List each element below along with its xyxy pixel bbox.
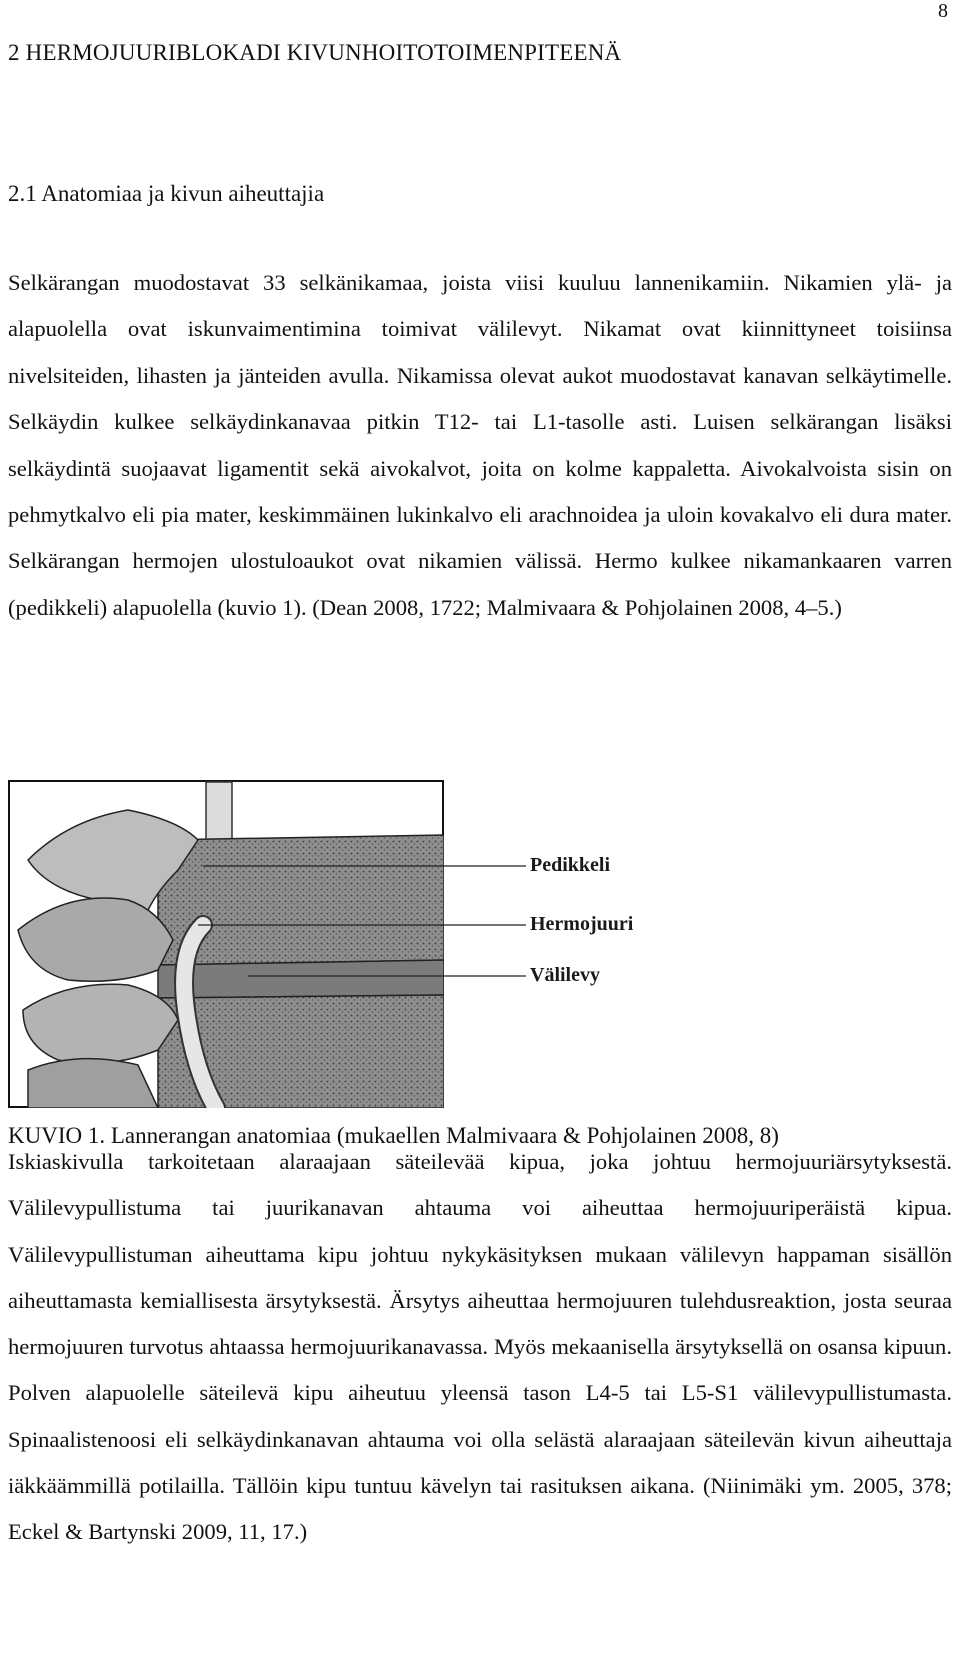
body-paragraph-sciatica: Iskiaskivulla tarkoitetaan alaraajaan säteilevää kipua, joka johtuu hermojuuriärsytyksestä. Välilevypullistuma tai juurikanavan ahtauma voi aiheuttaa hermojuuriperäistä kipua. Välilevypullistuman aiheuttama kipu johtuu nykykäsityksen mukaan välilevyn happaman sisällön aiheuttamasta kemiallisesta ärsytyksestä. Ärsytys aiheuttaa hermojuuren tulehdusreaktion, josta seuraa hermojuuren turvotus ahtaassa hermojuurikanavassa. Myös mekaanisella ärsytyksellä on osansa kipuun. Polven alapuolelle säteilevä kipu aiheutuu yleensä tason L4-5 tai L5-S1 välilevypullistumasta. Spinaalistenoosi eli selkäydinkanavan ahtauma voi olla selästä alaraajaan säteilevän kivun aiheuttaja iäkkäämmillä potilailla. Tällöin kipu tuntuu kävelyn tai rasituksen aikana. (Niinimäki ym. 2005, 378; Eckel & Bartynski 2009, 11, 17.) — [8, 1149, 952, 1545]
spine-anatomy-figure — [8, 780, 444, 1108]
chapter-title: 2 HERMOJUURIBLOKADI KIVUNHOITOTOIMENPITEENÄ — [8, 40, 622, 65]
spine-illustration — [8, 780, 444, 1108]
label-pedikkeli: Pedikkeli — [530, 854, 611, 876]
body-paragraph-anatomy: Selkärangan muodostavat 33 selkänikamaa, joista viisi kuuluu lannenikamiin. Nikamien ylä- ja alapuolella ovat iskunvaimentimina toimivat välilevyt. Nikamat ovat kiinnittyneet toisiinsa nivelsiteiden, lihasten ja jänteiden avulla. Nikamissa olevat aukot muodostavat kanavan selkäytimelle. Selkäydin kulkee selkäydinkanavaa pitkin T12- tai L1-tasolle asti. Luisen selkärangan lisäksi selkäydintä suojaavat ligamentit sekä aivokalvot, joita on kolme kappaletta. Aivokalvoista sisin on pehmytkalvo eli pia mater, keskimmäinen lukinkalvo eli arachnoidea ja uloin kovakalvo eli dura mater. Selkärangan hermojen ulostuloaukot ovat nikamien välissä. Hermo kulkee nikamankaaren varren (pedikkeli) alapuolella (kuvio 1). (Dean 2008, 1722; Malmivaara & Pohjolainen 2008, 4–5.) — [8, 270, 952, 620]
label-leader-lines — [444, 780, 534, 1108]
page-number: 8 — [938, 0, 948, 22]
figure-caption: KUVIO 1. Lannerangan anatomiaa (mukaellen Malmivaara & Pohjolainen 2008, 8) — [8, 1123, 779, 1148]
label-hermojuuri: Hermojuuri — [530, 913, 634, 935]
section-title: 2.1 Anatomiaa ja kivun aiheuttajia — [8, 181, 325, 206]
label-valilevy: Välilevy — [530, 964, 600, 986]
